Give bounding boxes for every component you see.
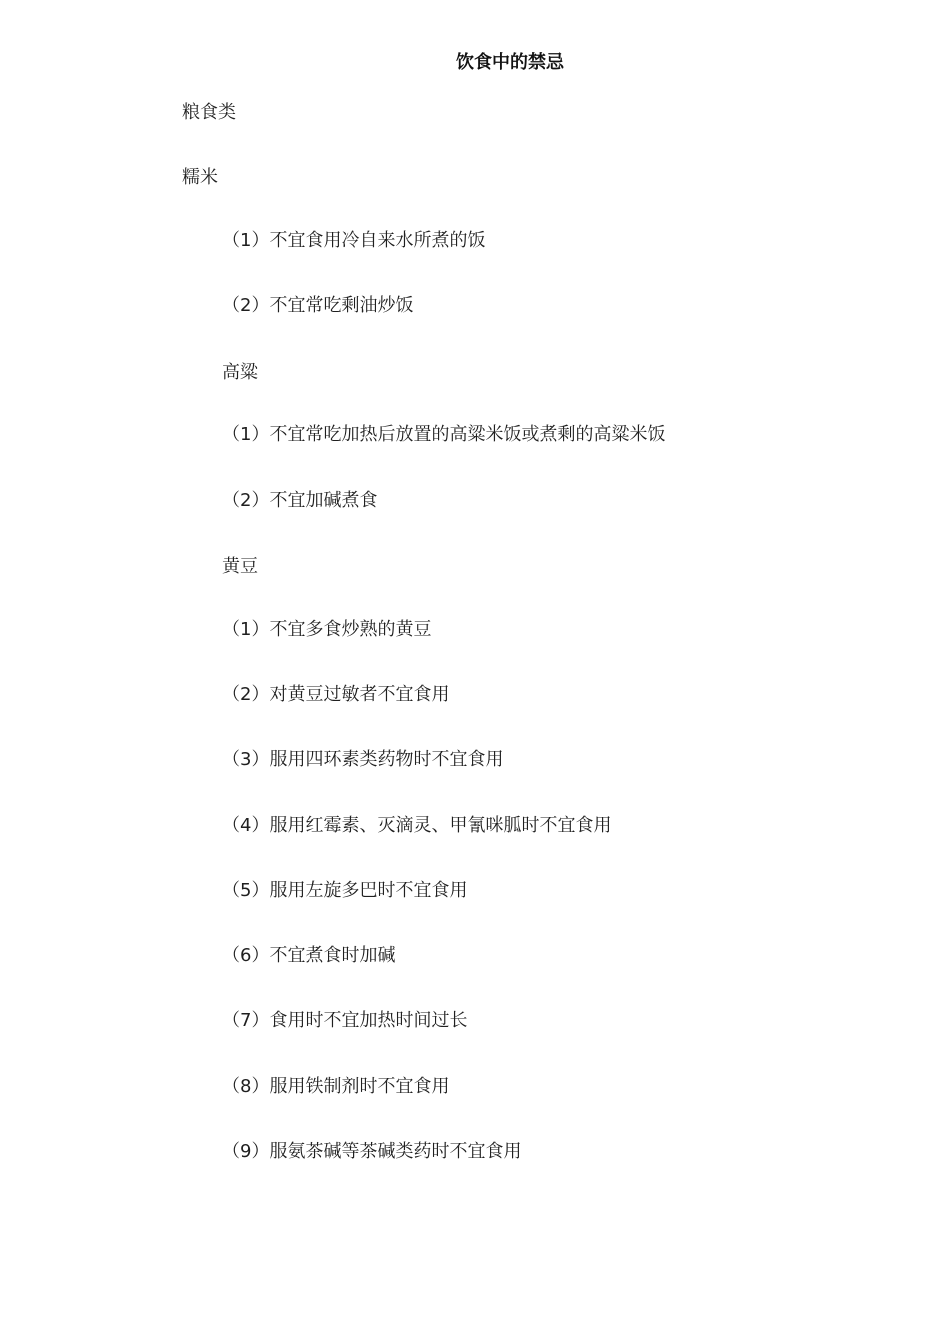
subheading-soybean: 黄豆 [222, 556, 258, 577]
list-item: （8）服用铁制剂时不宜食用 [222, 1076, 450, 1097]
list-item: （1）不宜常吃加热后放置的高粱米饭或煮剩的高粱米饭 [222, 424, 666, 445]
list-item: （9）服氨茶碱等茶碱类药时不宜食用 [222, 1141, 522, 1162]
list-item: （2）不宜常吃剩油炒饭 [222, 295, 414, 316]
list-item: （5）服用左旋多巴时不宜食用 [222, 880, 468, 901]
list-item: （1）不宜食用冷自来水所煮的饭 [222, 230, 486, 251]
subheading-sorghum: 高粱 [222, 362, 258, 383]
list-item: （3）服用四环素类药物时不宜食用 [222, 749, 504, 770]
list-item: （2）对黄豆过敏者不宜食用 [222, 684, 450, 705]
list-item: （4）服用红霉素、灭滴灵、甲氰咪胍时不宜食用 [222, 815, 612, 836]
document-title: 饮食中的禁忌 [456, 52, 564, 73]
list-item: （1）不宜多食炒熟的黄豆 [222, 619, 432, 640]
list-item: （6）不宜煮食时加碱 [222, 945, 396, 966]
list-item: （2）不宜加碱煮食 [222, 490, 378, 511]
subheading-glutinous-rice: 糯米 [182, 167, 218, 188]
list-item: （7）食用时不宜加热时间过长 [222, 1010, 468, 1031]
section-heading-grains: 粮食类 [182, 102, 236, 123]
